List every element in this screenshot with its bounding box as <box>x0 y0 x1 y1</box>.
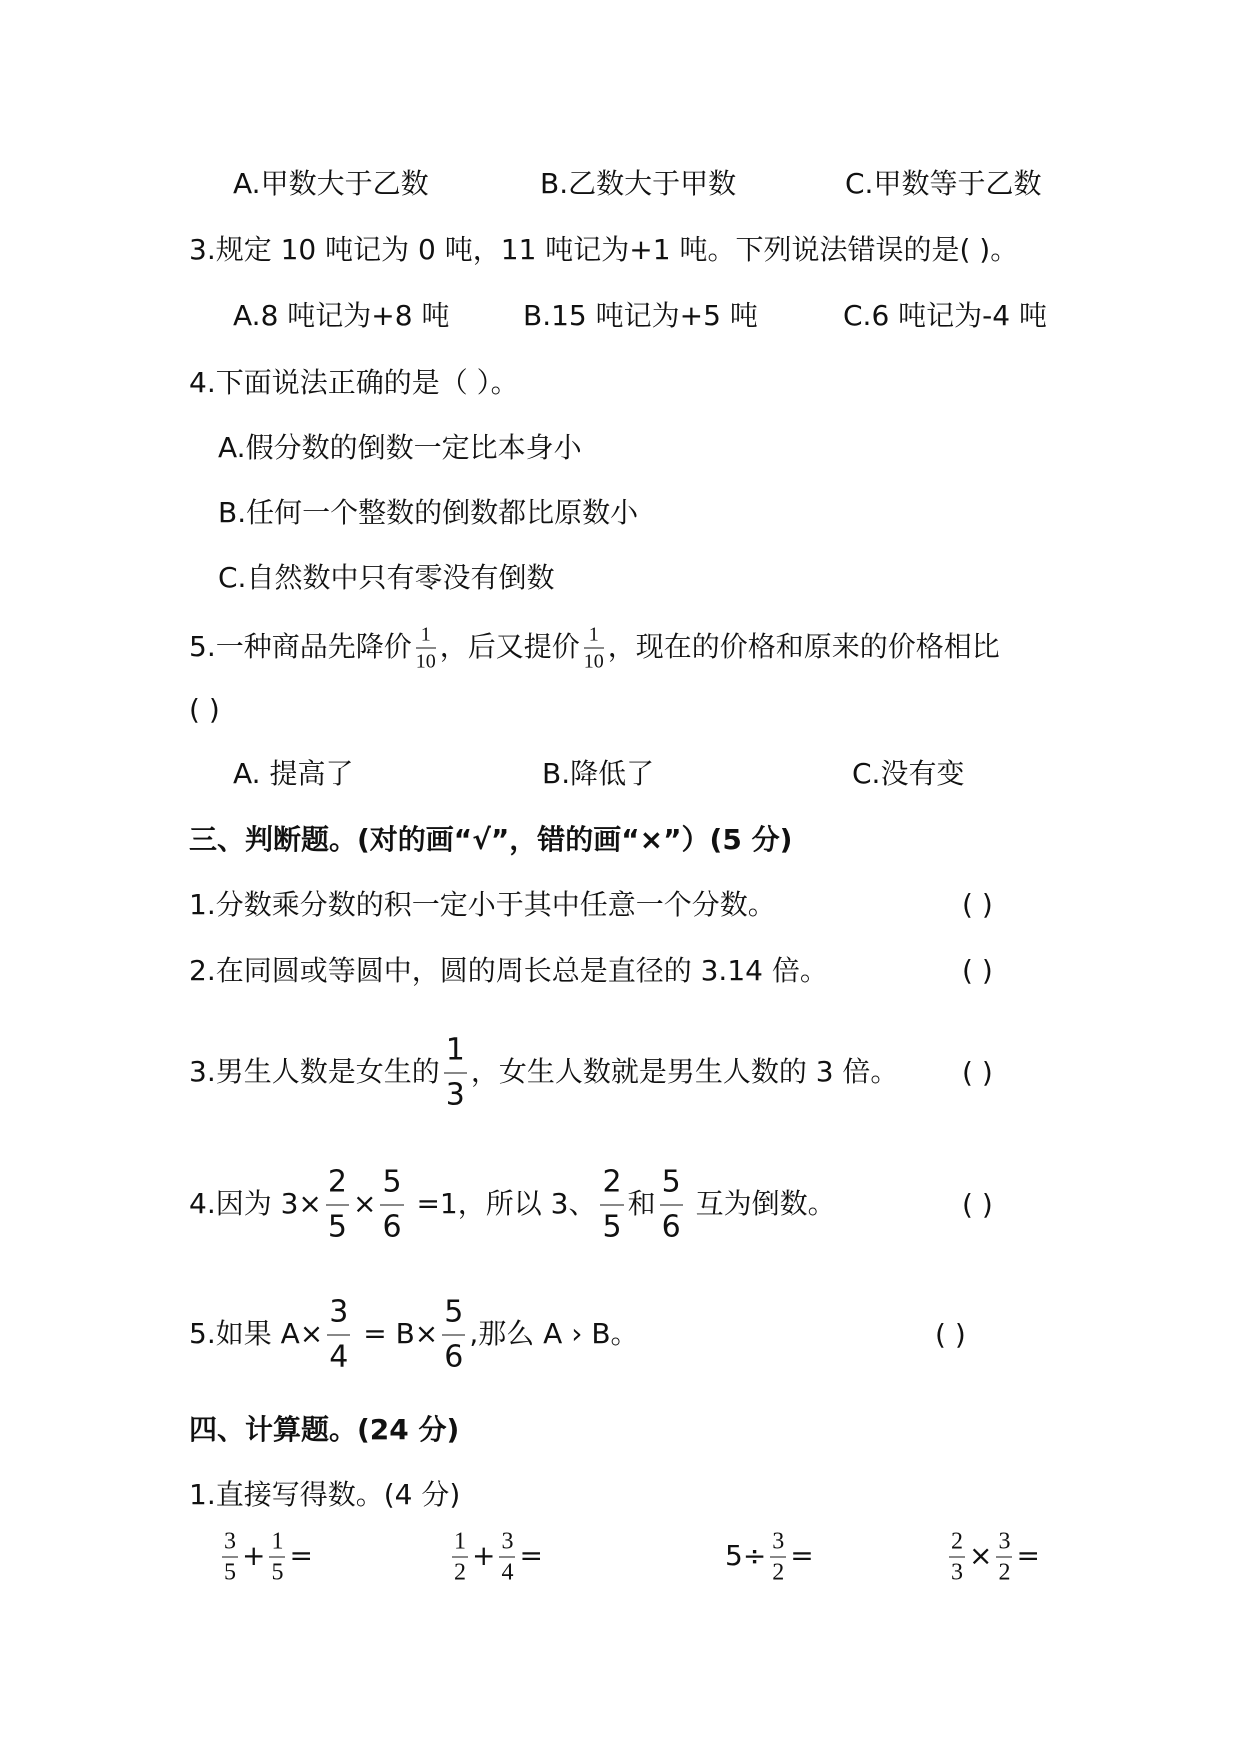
denominator: 3 <box>951 1559 963 1586</box>
q2-option-c: C.甲数等于乙数 <box>845 167 1042 200</box>
numerator: 3 <box>224 1528 236 1555</box>
fraction <box>269 1530 285 1585</box>
q3-option-c: C.6 吨记为-4 吨 <box>843 299 1047 332</box>
denominator: 2 <box>998 1559 1011 1586</box>
calc-item-1 <box>218 1530 313 1585</box>
numerator: 5 <box>444 1294 464 1330</box>
fraction <box>660 1164 683 1247</box>
fraction <box>327 1294 350 1377</box>
q4-option-c: C.自然数中只有零没有倒数 <box>218 561 555 594</box>
operand: 5÷ <box>725 1539 767 1572</box>
denominator: 6 <box>382 1209 402 1245</box>
section-3-title: 三、判断题。(对的画“√”，错的画“×”）(5 分) <box>189 823 793 856</box>
q5-answer-paren[interactable]: ( ) <box>189 693 220 726</box>
q5-part: 5.一种商品先降价 <box>189 630 412 663</box>
judge-item-5 <box>189 1294 639 1377</box>
q2-option-b: B.乙数大于甲数 <box>540 167 737 200</box>
text-part: ,那么 A › B。 <box>469 1317 639 1350</box>
numerator: 1 <box>454 1528 466 1555</box>
calc-item-3 <box>725 1530 814 1585</box>
numerator: 3 <box>501 1528 514 1555</box>
operator: + <box>242 1539 266 1572</box>
judge-answer-3[interactable]: ( ) <box>962 1056 993 1089</box>
operator: + <box>472 1539 496 1572</box>
numerator: 1 <box>420 623 431 646</box>
equals: = <box>289 1539 313 1572</box>
numerator: 2 <box>951 1528 963 1555</box>
text-part: = B× <box>363 1317 439 1350</box>
fraction <box>996 1530 1012 1585</box>
q5-part: ，现在的价格和原来的价格相比 <box>607 630 1000 663</box>
text-part: 3.男生人数是女生的 <box>189 1055 440 1088</box>
text-part: × <box>353 1187 377 1220</box>
q5-option-b: B.降低了 <box>542 757 655 790</box>
judge-answer-4[interactable]: ( ) <box>962 1188 993 1221</box>
numerator: 3 <box>329 1294 349 1330</box>
q2-option-a: A.甲数大于乙数 <box>233 167 429 200</box>
judge-answer-5[interactable]: ( ) <box>935 1318 966 1351</box>
judge-item-3 <box>189 1032 898 1115</box>
denominator: 6 <box>444 1339 464 1375</box>
fraction <box>770 1530 786 1585</box>
numerator: 5 <box>661 1164 681 1200</box>
fraction <box>452 1530 468 1585</box>
denominator: 5 <box>602 1209 622 1245</box>
q5-text <box>189 625 1000 672</box>
fraction <box>600 1164 623 1247</box>
text-part: 和 <box>627 1187 656 1220</box>
fraction <box>380 1164 403 1247</box>
text-part: =1，所以 3、 <box>416 1187 597 1220</box>
q4-option-b: B.任何一个整数的倒数都比原数小 <box>218 496 639 529</box>
numerator: 1 <box>588 623 599 646</box>
judge-item-2: 2.在同圆或等圆中，圆的周长总是直径的 3.14 倍。 <box>189 954 828 987</box>
judge-item-4 <box>189 1164 836 1247</box>
text-part: 5.如果 A× <box>189 1317 324 1350</box>
denominator: 3 <box>445 1077 465 1113</box>
numerator: 5 <box>382 1164 402 1200</box>
q4-option-a: A.假分数的倒数一定比本身小 <box>218 431 582 464</box>
fraction <box>416 625 436 672</box>
text-part: ，女生人数就是男生人数的 3 倍。 <box>470 1055 899 1088</box>
fraction <box>442 1294 465 1377</box>
fraction <box>444 1032 467 1115</box>
numerator: 2 <box>602 1164 622 1200</box>
calc-item-2 <box>448 1530 543 1585</box>
q3-option-b: B.15 吨记为+5 吨 <box>523 299 758 332</box>
section-4-title: 四、计算题。(24 分) <box>189 1413 460 1446</box>
denominator: 2 <box>772 1559 785 1586</box>
text-part: 4.因为 3× <box>189 1187 322 1220</box>
equals: = <box>790 1539 814 1572</box>
numerator: 3 <box>772 1528 785 1555</box>
equals: = <box>519 1539 543 1572</box>
numerator: 2 <box>327 1164 347 1200</box>
denominator: 10 <box>415 650 436 673</box>
denominator: 5 <box>327 1209 347 1245</box>
denominator: 2 <box>454 1559 466 1586</box>
operator: × <box>969 1539 993 1572</box>
q3-option-a: A.8 吨记为+8 吨 <box>233 299 450 332</box>
text-part: 互为倒数。 <box>695 1187 836 1220</box>
q5-option-a: A. 提高了 <box>233 757 354 790</box>
fraction <box>949 1530 965 1585</box>
q5-part: ，后又提价 <box>439 630 580 663</box>
judge-item-1: 1.分数乘分数的积一定小于其中任意一个分数。 <box>189 888 776 921</box>
q4-text: 4.下面说法正确的是（ ）。 <box>189 366 519 399</box>
denominator: 10 <box>583 650 604 673</box>
fraction <box>584 625 604 672</box>
fraction <box>326 1164 349 1247</box>
q3-text: 3.规定 10 吨记为 0 吨，11 吨记为+1 吨。下列说法错误的是( )。 <box>189 233 1019 266</box>
q5-option-c: C.没有变 <box>852 757 965 790</box>
judge-answer-2[interactable]: ( ) <box>962 954 993 987</box>
denominator: 5 <box>271 1559 284 1586</box>
equals: = <box>1016 1539 1040 1572</box>
fraction <box>222 1530 238 1585</box>
section-4-subtitle: 1.直接写得数。(4 分) <box>189 1478 461 1511</box>
calc-item-4 <box>945 1530 1040 1585</box>
denominator: 5 <box>224 1559 236 1586</box>
denominator: 6 <box>661 1209 681 1245</box>
judge-answer-1[interactable]: ( ) <box>962 888 993 921</box>
denominator: 4 <box>501 1559 514 1586</box>
numerator: 1 <box>271 1528 284 1555</box>
denominator: 4 <box>329 1339 349 1375</box>
fraction <box>499 1530 515 1585</box>
numerator: 3 <box>998 1528 1011 1555</box>
numerator: 1 <box>445 1032 465 1068</box>
